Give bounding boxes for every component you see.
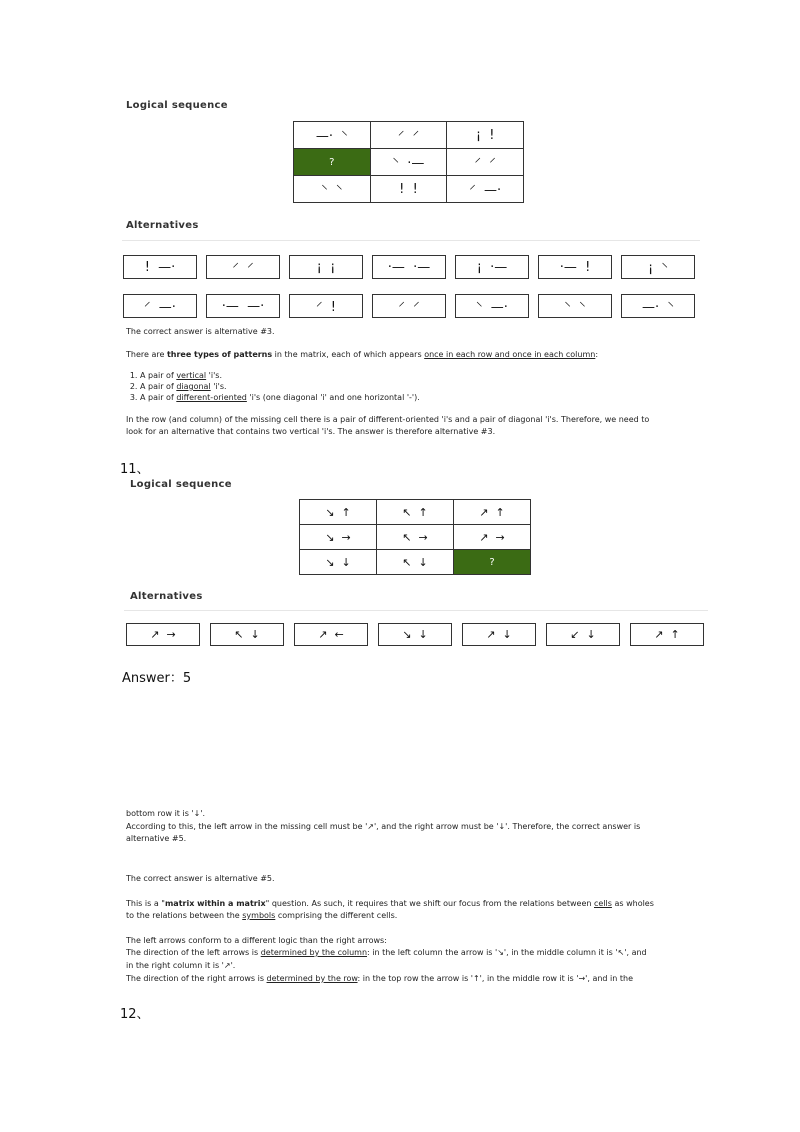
q10-cell: ⸌ ·— bbox=[370, 149, 447, 176]
q10-alternative-11[interactable]: ⸍ ⸍ bbox=[372, 294, 446, 318]
q10-alternative-2[interactable]: ⸍ ⸍ bbox=[206, 255, 280, 279]
q11-cell: ↖ ↑ bbox=[377, 500, 454, 525]
list-item: 2. A pair of diagonal 'i's. bbox=[140, 381, 726, 392]
q10-alternative-13[interactable]: ⸌ ⸌ bbox=[538, 294, 612, 318]
q10-alternative-9[interactable]: ·— —· bbox=[206, 294, 280, 318]
alternatives-title: Alternatives bbox=[130, 591, 203, 602]
q10-conclusion-1: In the row (and column) of the missing cell there is a pair of different-oriented 'i's and a pair of diagonal 'i's. Therefore, we need to bbox=[126, 415, 650, 424]
q10-alternative-14[interactable]: —· ⸌ bbox=[621, 294, 695, 318]
q11-alternative-7[interactable]: ↗ ↑ bbox=[630, 623, 704, 646]
logical-sequence-title: Logical sequence bbox=[126, 100, 228, 111]
q11-text-1: bottom row it is '↓'. bbox=[126, 809, 206, 818]
q11-alternative-2[interactable]: ↖ ↓ bbox=[210, 623, 284, 646]
divider bbox=[122, 240, 700, 241]
q10-alternative-10[interactable]: ⸍ ! bbox=[289, 294, 363, 318]
q11-logic-1: The left arrows conform to a different logic than the right arrows: bbox=[126, 936, 387, 945]
q11-text-2: According to this, the left arrow in the missing cell must be '↗', and the right arrow must be '↓'. Therefore, the correct answer is bbox=[126, 822, 641, 831]
q10-answer-line: The correct answer is alternative #3. bbox=[126, 327, 275, 336]
divider bbox=[124, 610, 708, 611]
q10-alternative-8[interactable]: ⸍ —· bbox=[123, 294, 197, 318]
logical-sequence-title: Logical sequence bbox=[130, 479, 232, 490]
q11-cell: ↗ → bbox=[454, 525, 531, 550]
q11-answer-line: The correct answer is alternative #5. bbox=[126, 874, 275, 883]
q11-logic-2: The direction of the left arrows is determined by the column: in the left column the arrow is '↘', in the middle column it is '↖', and bbox=[126, 948, 647, 957]
q11-text-3: alternative #5. bbox=[126, 834, 187, 843]
question-number-12: 12、 bbox=[120, 1007, 150, 1022]
q11-matrix-explanation-2: to the relations between the symbols comprising the different cells. bbox=[126, 911, 398, 920]
q10-conclusion-2: look for an alternative that contains two vertical 'i's. The answer is therefore alternative #3. bbox=[126, 427, 496, 436]
q10-cell: ⸍ ⸍ bbox=[447, 149, 524, 176]
q10-cell: ! ! bbox=[370, 176, 447, 203]
q11-alternative-4[interactable]: ↘ ↓ bbox=[378, 623, 452, 646]
q11-cell: ↖ → bbox=[377, 525, 454, 550]
q11-alternative-3[interactable]: ↗ ← bbox=[294, 623, 368, 646]
q10-cell: ⸍ —· bbox=[447, 176, 524, 203]
q10-alternative-4[interactable]: ·— ·— bbox=[372, 255, 446, 279]
q11-missing-cell: ? bbox=[454, 550, 531, 575]
q10-alternative-5[interactable]: ¡ ·— bbox=[455, 255, 529, 279]
list-item: 3. A pair of different-oriented 'i's (one diagonal 'i' and one horizontal '-'). bbox=[140, 392, 726, 403]
q10-alternative-3[interactable]: ¡ ¡ bbox=[289, 255, 363, 279]
q11-cell: ↘ → bbox=[300, 525, 377, 550]
q10-explanation: There are three types of patterns in the matrix, each of which appears once in each row and once in each column: bbox=[126, 350, 599, 359]
q11-alternative-6[interactable]: ↙ ↓ bbox=[546, 623, 620, 646]
q11-matrix bbox=[299, 499, 531, 575]
q10-cell: ⸌ ⸌ bbox=[294, 176, 371, 203]
list-item: 1. A pair of vertical 'i's. bbox=[140, 370, 726, 381]
q10-alternative-7[interactable]: ¡ ⸌ bbox=[621, 255, 695, 279]
q10-cell: —· ⸌ bbox=[294, 122, 371, 149]
q11-cell: ↘ ↑ bbox=[300, 500, 377, 525]
q11-alternative-1[interactable]: ↗ → bbox=[126, 623, 200, 646]
q10-matrix bbox=[293, 121, 524, 203]
q11-answer: Answer：5 bbox=[122, 671, 192, 686]
q11-cell: ↘ ↓ bbox=[300, 550, 377, 575]
q10-alternative-6[interactable]: ·— ! bbox=[538, 255, 612, 279]
q11-cell: ↖ ↓ bbox=[377, 550, 454, 575]
q10-cell: ¡ ! bbox=[447, 122, 524, 149]
q10-cell: ⸍ ⸍ bbox=[370, 122, 447, 149]
q10-alternative-12[interactable]: ⸌ —· bbox=[455, 294, 529, 318]
q10-pattern-list bbox=[126, 370, 726, 403]
q11-cell: ↗ ↑ bbox=[454, 500, 531, 525]
q10-missing-cell: ? bbox=[294, 149, 371, 176]
q11-logic-3: in the right column it is '↗'. bbox=[126, 961, 236, 970]
alternatives-title: Alternatives bbox=[126, 220, 199, 231]
question-number-11: 11、 bbox=[120, 462, 150, 477]
q11-alternative-5[interactable]: ↗ ↓ bbox=[462, 623, 536, 646]
q11-logic-4: The direction of the right arrows is determined by the row: in the top row the arrow is '↑', in the middle row it is '→', and in the bbox=[126, 974, 634, 983]
q10-alternative-1[interactable]: ! —· bbox=[123, 255, 197, 279]
q11-matrix-explanation-1: This is a "matrix within a matrix" question. As such, it requires that we shift our focus from the relations between cells as wholes bbox=[126, 899, 654, 908]
